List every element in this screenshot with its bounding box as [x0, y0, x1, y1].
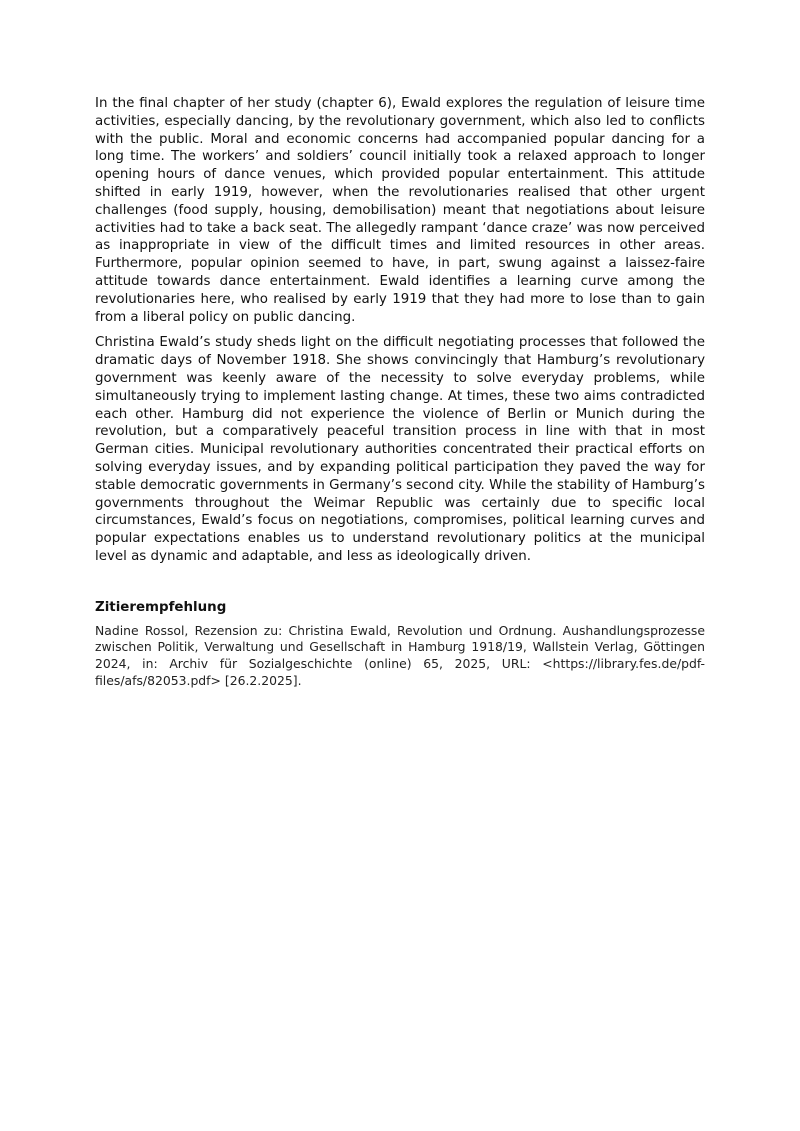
citation-section	[95, 599, 705, 689]
body-paragraph-1: In the final chapter of her study (chapter 6), Ewald explores the regulation of leisure time activities, especially dancing, by the revolutionary government, which also led to conflicts with the public. Moral and economic concerns had accompanied popular dancing for a long time. The workers’ and soldiers’ council initially took a relaxed approach to longer opening hours of dance venues, which provided popular entertainment. This attitude shifted in early 1919, however, when the revolutionaries realised that other urgent challenges (food supply, housing, demobilisation) meant that negotiations about leisure activities had to take a back seat. The allegedly rampant ‘dance craze’ was now perceived as inappropriate in view of the difficult times and limited resources in other areas. Furthermore, popular opinion seemed to have, in part, swung against a laissez-faire attitude towards dance entertainment. Ewald identifies a learning curve among the revolutionaries here, who realised by early 1919 that they had more to lose than to gain from a liberal policy on public dancing.	[95, 96, 705, 325]
citation-heading: Zitierempfehlung	[95, 599, 227, 615]
citation-text: Nadine Rossol, Rezension zu: Christina Ewald, Revolution und Ordnung. Aushandlungsprozesse zwischen Politik, Verwaltung und Gesellschaft in Hamburg 1918/19, Wallstein Verlag, Göttingen 2024, in: Archiv für Sozialgeschichte (online) 65, 2025, URL: <https://library.fes.de/pdf-files/afs/82053.pdf> [26.2.2025].	[95, 622, 705, 688]
body-paragraph-2: Christina Ewald’s study sheds light on the difficult negotiating processes that followed the dramatic days of November 1918. She shows convincingly that Hamburg’s revolutionary government was keenly aware of the necessity to solve everyday problems, while simultaneously trying to implement lasting change. At times, these two aims contradicted each other. Hamburg did not experience the violence of Berlin or Munich during the revolution, but a comparatively peaceful transition process in line with that in most German cities. Municipal revolutionary authorities concentrated their practical efforts on solving everyday issues, and by expanding political participation they paved the way for stable democratic governments in Germany’s second city. While the stability of Hamburg’s governments throughout the Weimar Republic was certainly due to specific local circumstances, Ewald’s focus on negotiations, compromises, political learning curves and popular expectations enables us to understand revolutionary politics at the municipal level as dynamic and adaptable, and less as ideologically driven.	[95, 335, 705, 564]
document-page	[95, 95, 705, 689]
